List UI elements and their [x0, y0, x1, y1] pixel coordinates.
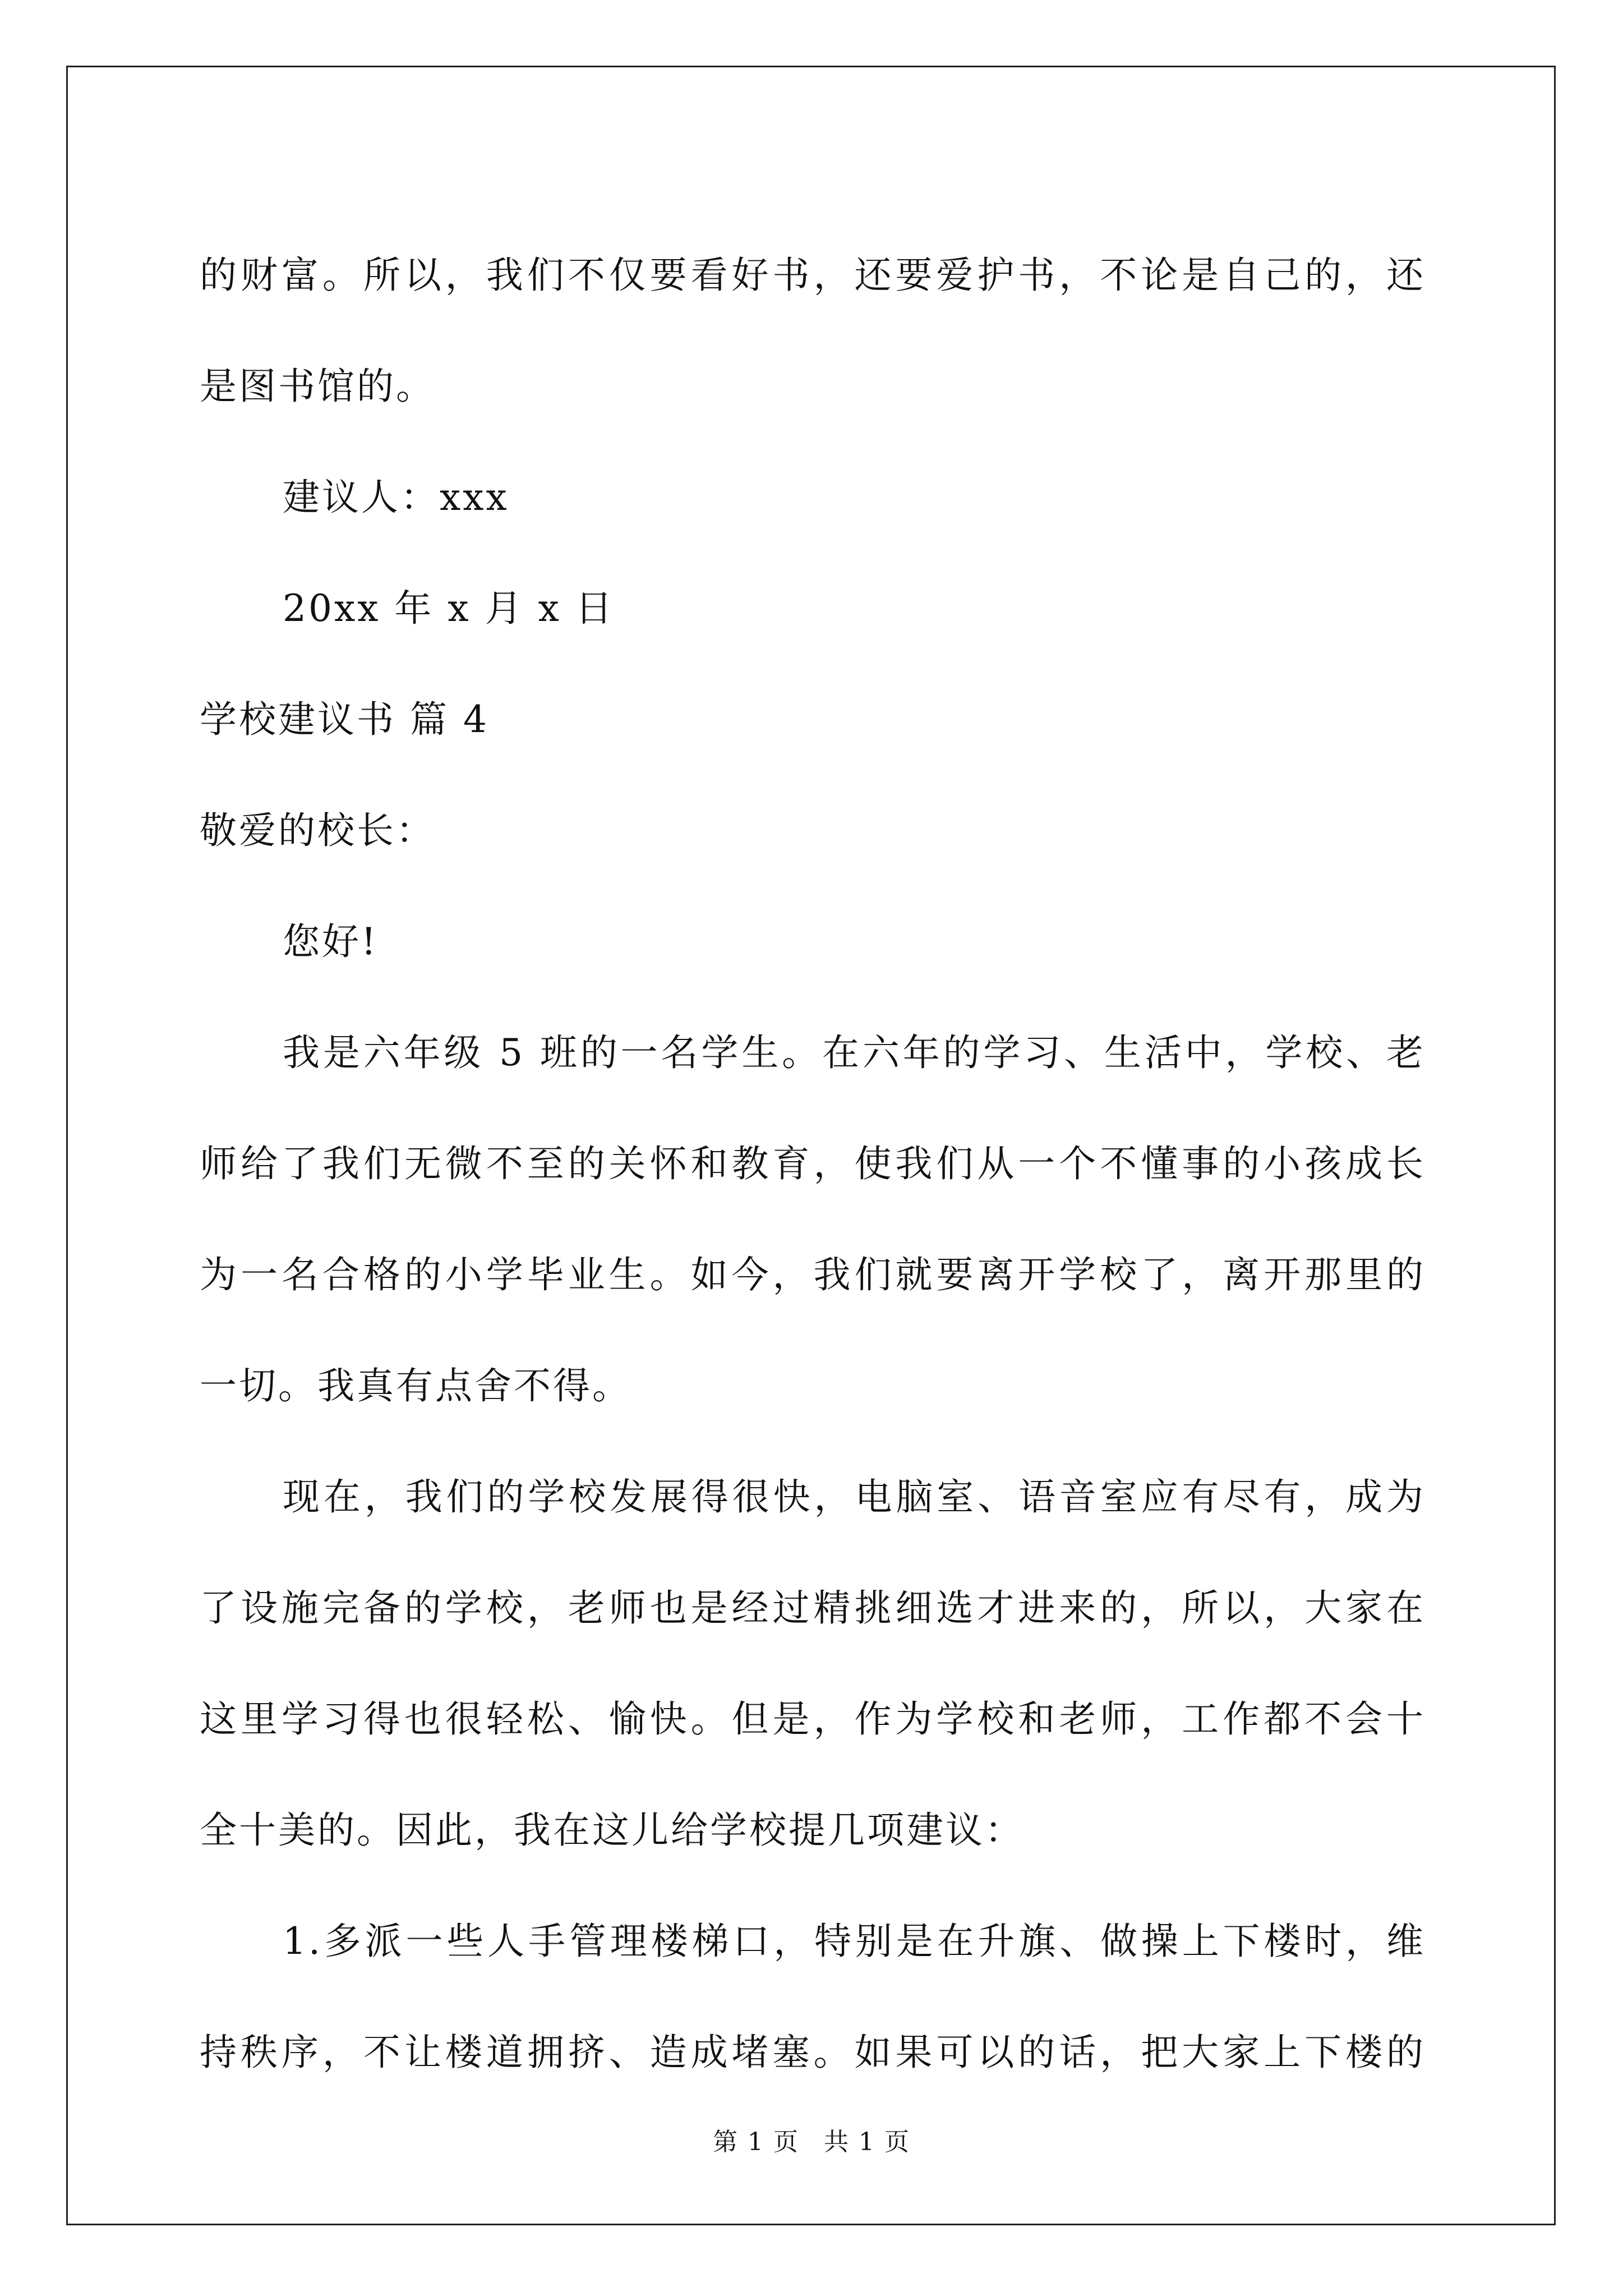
document-body: [200, 220, 1426, 2108]
page-footer: [0, 2122, 1623, 2157]
salutation: 敬爱的校长：: [200, 809, 435, 852]
paragraph-line: 这里学习得也很轻松、愉快。但是，作为学校和老师，工作都不会十: [200, 1697, 1426, 1741]
list-item-line: 1.多派一些人手管理楼梯口，特别是在升旗、做操上下楼时，维: [283, 1920, 1426, 1963]
date-line: 20xx 年 x 月 x 日: [283, 587, 615, 630]
paragraph-line: 师给了我们无微不至的关怀和教育，使我们从一个不懂事的小孩成长: [200, 1142, 1426, 1185]
page-number-total: 共 1 页: [824, 2128, 910, 2156]
paragraph-line: 是图书馆的。: [200, 365, 435, 408]
paragraph-line: 的财富。所以，我们不仅要看好书，还要爱护书，不论是自己的，还: [200, 254, 1426, 297]
paragraph-line: 为一名合格的小学毕业生。如今，我们就要离开学校了，离开那里的: [200, 1253, 1426, 1296]
page-number-current: 第 1 页: [713, 2128, 799, 2156]
paragraph-line: 一切。我真有点舍不得。: [200, 1364, 631, 1407]
greeting: 您好!: [283, 920, 379, 963]
paragraph-line: 现在，我们的学校发展得很快，电脑室、语音室应有尽有，成为: [283, 1475, 1426, 1519]
paragraph-line: 我是六年级 5 班的一名学生。在六年的学习、生活中，学校、老: [283, 1031, 1426, 1074]
paragraph-line: 全十美的。因此，我在这儿给学校提几项建议：: [200, 1809, 1024, 1852]
paragraph-line: 了设施完备的学校，老师也是经过精挑细选才进来的，所以，大家在: [200, 1586, 1426, 1630]
signature-line: 建议人：xxx: [283, 476, 509, 519]
section-heading: 学校建议书 篇 4: [200, 698, 489, 741]
list-item-line: 持秩序，不让楼道拥挤、造成堵塞。如果可以的话，把大家上下楼的: [200, 2031, 1426, 2074]
